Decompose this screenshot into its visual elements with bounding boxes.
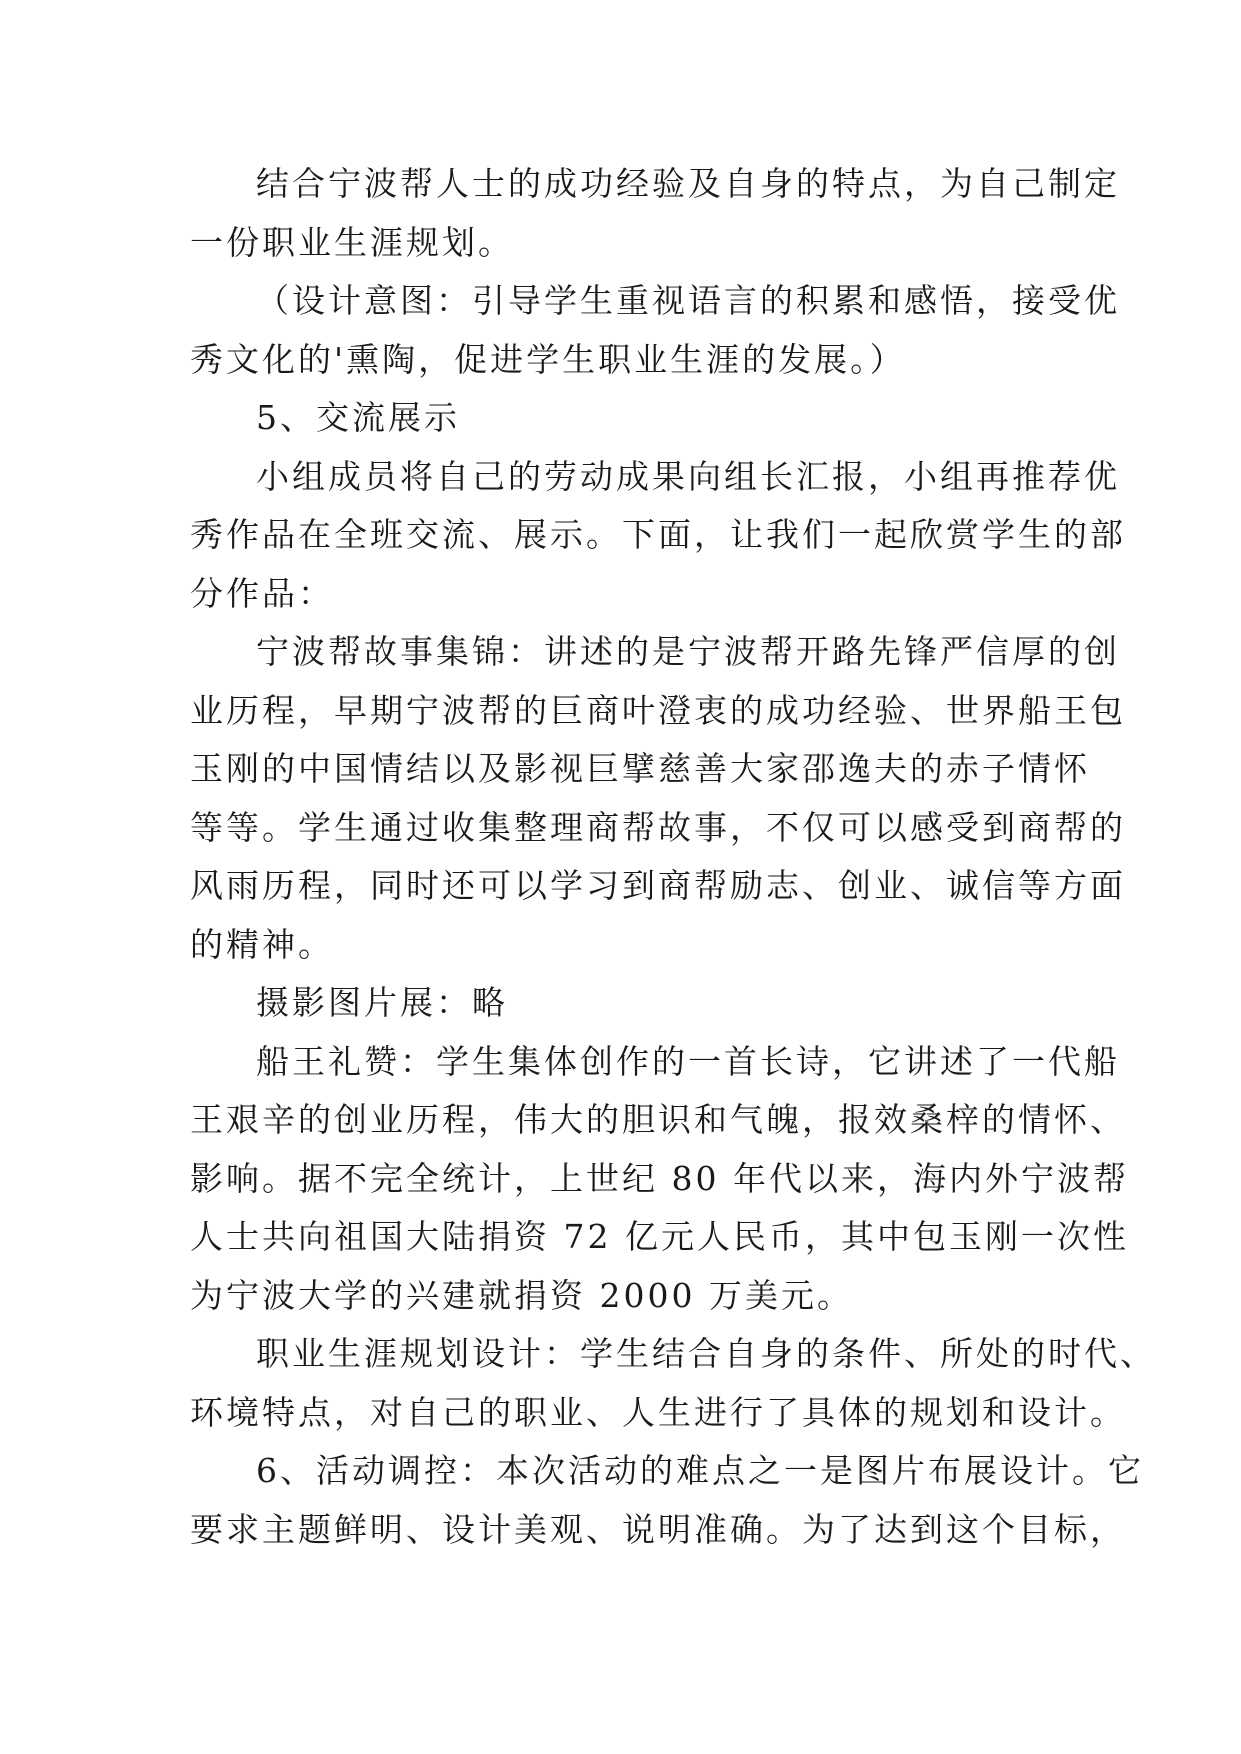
text-line: 结合宁波帮人士的成功经验及自身的特点，为自己制定 bbox=[256, 164, 1120, 203]
text-line: 小组成员将自己的劳动成果向组长汇报，小组再推荐优 bbox=[256, 456, 1120, 496]
text-line: 分作品： bbox=[190, 573, 334, 613]
text-line: 人士共向祖国大陆捐资 72 亿元人民币，其中包玉刚一次性 bbox=[190, 1217, 1129, 1256]
text-line: 宁波帮故事集锦：讲述的是宁波帮开路先锋严信厚的创 bbox=[256, 632, 1120, 671]
text-line: 业历程，早期宁波帮的巨商叶澄衷的成功经验、世界船王包 bbox=[190, 690, 1126, 730]
section-heading: 5、交流展示 bbox=[256, 398, 460, 437]
text-line: 职业生涯规划设计：学生结合自身的条件、所处的时代、 bbox=[256, 1334, 1156, 1373]
text-line: 王艰辛的创业历程，伟大的胆识和气魄，报效桑梓的情怀、 bbox=[190, 1100, 1126, 1139]
text-line: （设计意图：引导学生重视语言的积累和感悟，接受优 bbox=[256, 281, 1120, 320]
text-line: 等等。学生通过收集整理商帮故事，不仅可以感受到商帮的 bbox=[190, 807, 1126, 847]
section-heading: 6、活动调控：本次活动的难点之一是图片布展设计。它 bbox=[256, 1451, 1144, 1490]
text-line: 一份职业生涯规划。 bbox=[190, 222, 514, 262]
text-line: 秀文化的'熏陶，促进学生职业生涯的发展。） bbox=[190, 339, 906, 379]
body-text bbox=[190, 155, 1156, 1559]
text-line: 船王礼赞：学生集体创作的一首长诗，它讲述了一代船 bbox=[256, 1041, 1120, 1081]
text-line: 的精神。 bbox=[190, 924, 334, 964]
text-line: 风雨历程，同时还可以学习到商帮励志、创业、诚信等方面 bbox=[190, 866, 1126, 905]
text-line: 要求主题鲜明、设计美观、说明准确。为了达到这个目标， bbox=[190, 1509, 1126, 1549]
text-line: 秀作品在全班交流、展示。下面，让我们一起欣赏学生的部 bbox=[190, 515, 1126, 554]
text-line: 玉刚的中国情结以及影视巨擘慈善大家邵逸夫的赤子情怀 bbox=[190, 749, 1090, 788]
text-line: 环境特点，对自己的职业、人生进行了具体的规划和设计。 bbox=[190, 1392, 1126, 1432]
text-line: 为宁波大学的兴建就捐资 2000 万美元。 bbox=[190, 1275, 853, 1315]
text-line: 影响。据不完全统计，上世纪 80 年代以来，海内外宁波帮 bbox=[190, 1158, 1129, 1198]
text-line: 摄影图片展：略 bbox=[256, 983, 508, 1022]
